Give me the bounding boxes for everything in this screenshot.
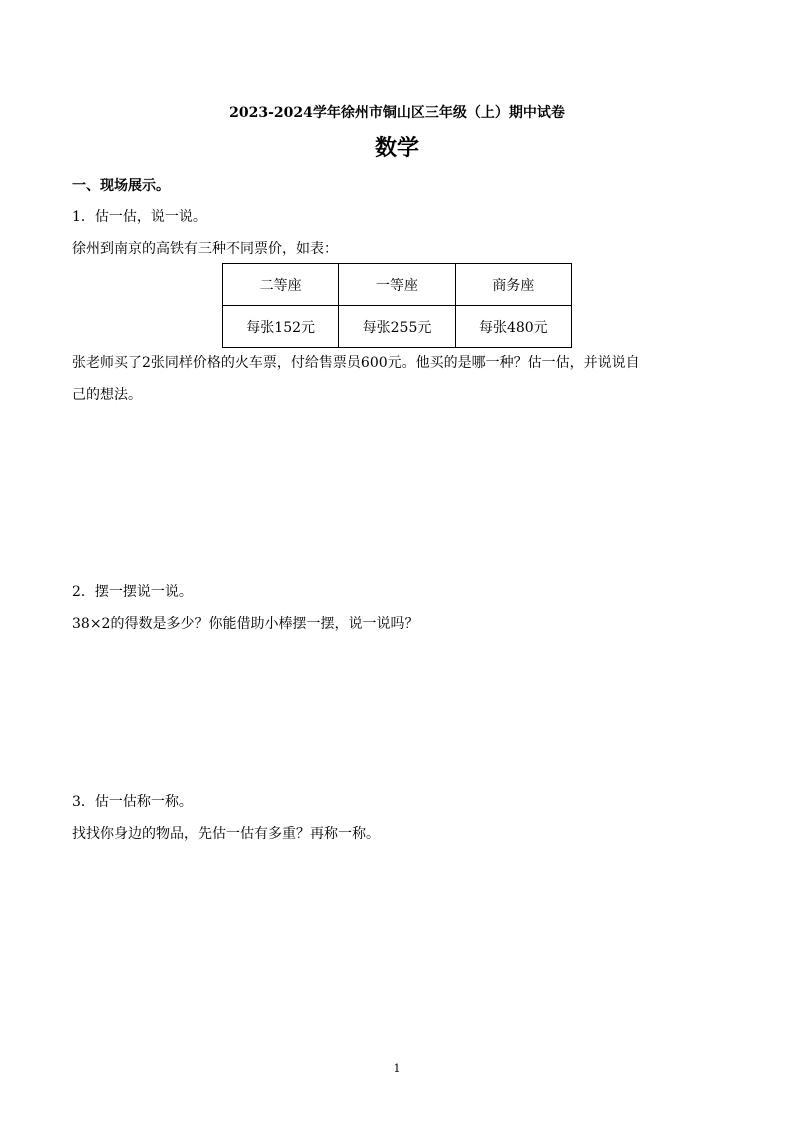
section-heading: 一、现场展示。 [72, 178, 170, 194]
question-3-text: 找找你身边的物品，先估一估有多重？再称一称。 [72, 826, 380, 842]
fare-table [222, 263, 572, 348]
page-number: 1 [393, 1062, 401, 1075]
table-header-cell: 一等座 [339, 264, 455, 306]
subject-title: 数学 [374, 135, 419, 161]
table-header-cell: 二等座 [223, 264, 339, 306]
table-header-row [223, 264, 572, 306]
exam-title: 2023-2024学年徐州市铜山区三年级（上）期中试卷 [229, 105, 565, 121]
question-2-text: 38×2的得数是多少？你能借助小棒摆一摆，说一说吗？ [72, 616, 419, 632]
table-cell: 每张480元 [455, 306, 571, 348]
question-1-title: 1．估一估，说一说。 [72, 209, 207, 225]
table-cell: 每张152元 [223, 306, 339, 348]
table-row [223, 306, 572, 348]
question-1-text-line-1: 张老师买了2张同样价格的火车票，付给售票员600元。他买的是哪一种？估一估，并说说自 [72, 355, 640, 371]
question-2-title: 2．摆一摆说一说。 [72, 584, 193, 600]
question-1-intro: 徐州到南京的高铁有三种不同票价，如表： [72, 241, 338, 257]
question-3-title: 3．估一估称一称。 [72, 794, 193, 810]
table-header-cell: 商务座 [455, 264, 571, 306]
question-1-text-line-2: 己的想法。 [72, 387, 142, 403]
table-cell: 每张255元 [339, 306, 455, 348]
